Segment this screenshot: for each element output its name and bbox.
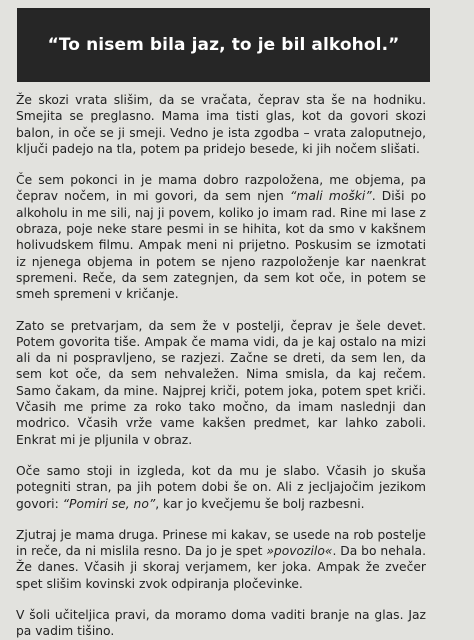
paragraph-6	[16, 607, 426, 640]
paragraph-text: Že skozi vrata slišim, da se vračata, čeprav sta še na hodniku. Smejita se preglasno. Mama ima tisti glas, kot da govori skozi balon, in oče se ji smeji. Vedno je ista zgodba – vrata zaloputnejo, ključi padejo na tla, potem pa pridejo besede, ki jih nočem slišati.	[16, 93, 426, 156]
paragraph-text: , kar jo kvečjemu še bolj razbesni.	[155, 496, 365, 511]
title-banner	[17, 8, 430, 82]
paragraph-2	[16, 172, 426, 302]
story-text	[16, 92, 426, 640]
paragraph-1	[16, 92, 426, 157]
paragraph-3	[16, 318, 426, 448]
paragraph-text: . Da bo nehala. Že danes. Včasih ji skoraj verjamem, ker joka. Ampak že zvečer spet slišim kovinski zvok odpiranja pločevinke.	[16, 544, 426, 591]
paragraph-5	[16, 527, 426, 592]
paragraph-text: Zato se pretvarjam, da sem že v postelji, čeprav je šele devet. Potem govorita tiše. Ampak če mama vidi, da je kaj ostalo na mizi ali da ni pospravljeno, se razjezi. Začne se dreti, da sem len, da sem kot oče, da sem nehvaležen. Nima smisla, da kaj rečem. Samo čakam, da mine. Najprej kriči, potem joka, potem spet kriči. Včasih me prime za roko tako močno, da imam naslednji dan modrico. Včasih vrže vame kakšen predmet, kar lahko zaboli. Enkrat mi je pljunila v obraz.	[16, 318, 426, 447]
paragraph-text: . Diši po alkoholu in me sili, naj ji povem, koliko jo imam rad. Rine mi lase z obraza, poje neke stare pesmi in se hihita, kot da smo v kakšnem holivudskem filmu. Ampak meni ni prijetno. Poskusim se izmotati iz njenega objema in potem se njeno razpoloženje kar naenkrat spremeni. Reče, da sem zategnjen, da sem kot oče, in potem se smeh spremeni v kričanje.	[16, 189, 426, 302]
paragraph-text: Oče samo stoji in izgleda, kot da mu je slabo. Včasih jo skuša potegniti stran, pa jih potem dobi še on. Ali z jecljajočim jezikom govori:	[16, 463, 426, 511]
paragraph-text: V šoli učiteljica pravi, da moramo doma vaditi branje na glas. Jaz pa vadim tišino.	[16, 608, 426, 639]
paragraph-text: Zjutraj je mama druga. Prinese mi kakav, se usede na rob postelje in reče, da ni mislila resno. Da jo je spet	[16, 527, 426, 559]
italic-quote: “mali moški”	[289, 189, 372, 204]
italic-quote: “Pomiri se, no”	[62, 496, 156, 511]
italic-quote: »povozilo«	[266, 544, 333, 559]
quote-title: “To nisem bila jaz, to je bil alkohol.”	[47, 35, 400, 55]
paragraph-4	[16, 463, 426, 512]
paragraph-text: Če sem pokonci in je mama dobro razpoložena, me objema, pa čeprav nočem, in mi govori, da sem njen	[16, 173, 426, 204]
